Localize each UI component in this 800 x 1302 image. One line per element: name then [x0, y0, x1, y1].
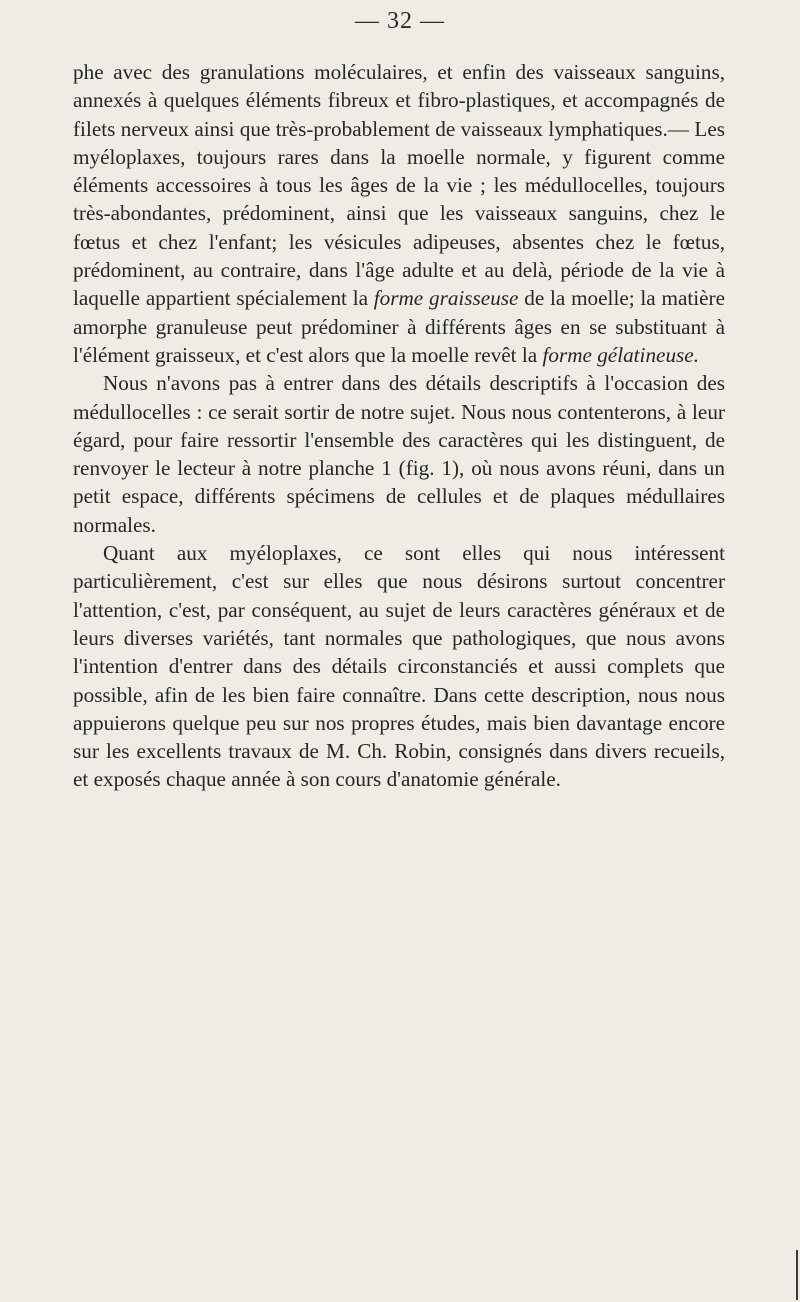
body-text [73, 58, 725, 794]
paragraph-1 [73, 58, 725, 369]
page-number: — 32 — [355, 8, 445, 34]
italic-forme-graisseuse: forme graisseuse [373, 286, 519, 311]
italic-forme-gelatineuse: forme gélatineuse. [542, 342, 699, 367]
paragraph-1-part-a: phe avec des granulations moléculaires, et enfin des vaisseaux sanguins, annexés à quelques éléments fibreux et fibro-plastiques, et accompagnés de filets nerveux ainsi que très-probablement de vaisseaux lymphatiques.— Les myéloplaxes, toujours rares dans la moelle normale, y figurent comme éléments accessoires à tous les âges de la vie ; les médullocelles, toujours très-abondantes, prédominent, ainsi que les vaisseaux sanguins, chez le fœtus et chez l'enfant; les vésicules adipeuses, absentes chez le fœtus, prédominent, au contraire, dans l'âge adulte et au delà, période de la vie à laquelle appartient spécialement la [73, 60, 725, 311]
paragraph-3: Quant aux myéloplaxes, ce sont elles qui nous intéressent particulièrement, c'est sur elles que nous désirons surtout concentrer l'attention, c'est, par conséquent, au sujet de leurs caractères généraux et de leurs diverses variétés, tant normales que pathologiques, que nous avons l'intention d'entrer dans des détails circonstanciés et aussi complets que possible, afin de les bien faire connaître. Dans cette description, nous nous appuierons quelque peu sur nos propres études, mais bien davantage encore sur les excellents travaux de M. Ch. Robin, consignés dans divers recueils, et exposés chaque année à son cours d'anatomie générale. [73, 541, 725, 792]
page-edge-mark [796, 1250, 798, 1300]
paragraph-2: Nous n'avons pas à entrer dans des détails descriptifs à l'occasion des médullocelles : ce serait sortir de notre sujet. Nous nous contenterons, à leur égard, pour faire ressortir l'ensemble des caractères qui les distinguent, de renvoyer le lecteur à notre planche 1 (fig. 1), où nous avons réuni, dans un petit espace, différents spécimens de cellules et de plaques médullaires normales. [73, 371, 725, 537]
paragraph-1-part-b: de la moelle; la matière amorphe granuleuse peut prédominer à différents âges en se substituant à l'élément graisseux, et c'est alors que la moelle revêt la [73, 286, 725, 367]
